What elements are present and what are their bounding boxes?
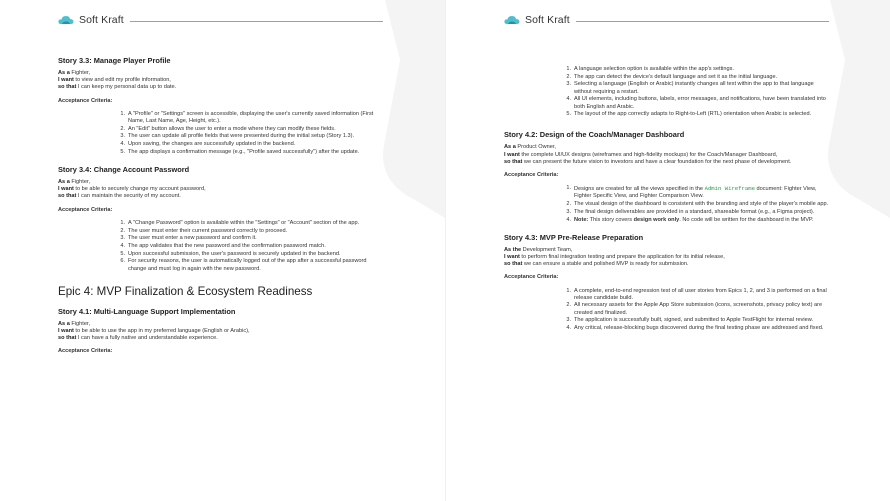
i-want-line: I want to be able to securely change my account password, [58, 186, 206, 193]
as-a-line: As a Product Owner, [504, 144, 556, 151]
list-item: 5. Upon successful submission, the user's password is securely updated in the backend. [120, 250, 341, 257]
story-title: Story 4.1: Multi-Language Support Implementation [58, 306, 236, 316]
list-item: 4. All UI elements, including buttons, labels, error messages, and notifications, have been translated into both English and Arabic. [566, 96, 826, 110]
story-title: Story 3.4: Change Account Password [58, 165, 190, 175]
story-4-1 [58, 307, 386, 356]
list-item: 3. The user must enter a new password and confirm it. [120, 235, 257, 242]
cloud-logo-icon [504, 15, 520, 25]
as-a-line: As a Fighter, [58, 70, 91, 76]
list-item: 4. Any critical, release-blocking bugs discovered during the final testing phase are addressed and fixed. [566, 325, 824, 332]
story-title: Story 4.2: Design of the Coach/Manager Dashboard [504, 130, 685, 140]
list-item: 3. The application is successfully built, signed, and submitted to Apple TestFlight for internal review. [566, 317, 814, 324]
list-item: 2. An "Edit" button allows the user to enter a mode where they can modify these fields. [120, 125, 336, 132]
story-title: Story 3.3: Manage Player Profile [58, 56, 171, 65]
list-item: 2. The visual design of the dashboard is consistent with the branding and style of the player's mobile app. [566, 201, 829, 208]
header-divider [130, 21, 383, 22]
acceptance-criteria-list [504, 288, 832, 333]
acceptance-criteria-list [58, 111, 386, 156]
acceptance-criteria-label: Acceptance Criteria: [504, 172, 559, 179]
brand-header [58, 14, 124, 26]
list-item: 3. Selecting a language (English or Arabic) instantly changes all text within the app to that language without requiring a restart. [566, 81, 814, 95]
acceptance-criteria-list [504, 185, 832, 224]
list-item: 2. The app can detect the device's default language and set it as the initial language. [566, 73, 778, 80]
list-item: 4. The app validates that the new password and the confirmation password match. [120, 242, 326, 249]
as-a-line: As a Fighter, [58, 179, 91, 186]
right-page-content [504, 66, 832, 341]
list-item: 4. Upon saving, the changes are successfully updated in the backend. [120, 141, 296, 148]
acceptance-criteria-list [504, 66, 832, 118]
so-that-line: so that I can maintain the security of my account. [58, 193, 181, 200]
list-item: 4. Note: This story covers design work only. No code will be written for the dashboard in the MVP. [566, 216, 814, 223]
brand-name: Soft Kraft [525, 14, 570, 26]
story-4-3 [504, 233, 832, 333]
so-that-line: so that we can ensure a stable and polished MVP is ready for submission. [504, 261, 689, 268]
acceptance-criteria-list [58, 220, 386, 273]
as-the-line: As the Development Team, [504, 246, 573, 253]
list-item: 1. A "Profile" or "Settings" screen is accessible, displaying the user's currently saved information (First Name, Last Name, Age, Height, etc.). [120, 110, 374, 125]
header-divider [576, 21, 829, 22]
story-3-3 [58, 56, 386, 156]
list-item: 6. For security reasons, the user is automatically logged out of the app after a successful password change and must log in again with the new password. [120, 258, 367, 272]
acceptance-criteria-label: Acceptance Criteria: [58, 97, 113, 104]
list-item: 2. All necessary assets for the Apple App Store submission (icons, screenshots, privacy policy text) are created and finalized. [566, 302, 823, 316]
brand-header [504, 14, 570, 26]
list-item: 3. The user can update all profile fields that were presented during the initial setup (Story 1.3). [120, 133, 355, 140]
admin-wireframe-code: Admin Wireframe [704, 185, 755, 193]
acceptance-criteria-label: Acceptance Criteria: [58, 348, 113, 355]
list-item: 3. The final design deliverables are provided in a standard, shareable format (e.g., a Figma project). [566, 208, 815, 215]
acceptance-criteria-label: Acceptance Criteria: [58, 206, 113, 213]
i-want-line: I want to perform final integration testing and prepare the application for its initial release, [504, 253, 725, 260]
right-page [445, 0, 890, 501]
list-item: 1. Designs are created for all the views specified in the Admin Wireframe document: Fighter View, Fighter Specific View, and Fighter Comparison View. [566, 185, 817, 200]
so-that-line: so that we can present the future vision to investors and have a clear foundation for the next phase of development. [504, 158, 792, 165]
list-item: 1. A complete, end-to-end regression test of all user stories from Epics 1, 2, and 3 is performed on a final release candidate build. [566, 287, 827, 301]
list-item: 1. A "Change Password" option is available within the "Settings" or "Account" section of the app. [120, 219, 360, 226]
story-title: Story 4.3: MVP Pre-Release Preparation [504, 232, 644, 242]
so-that-line: so that I can keep my personal data up to date. [58, 84, 177, 91]
list-item: 5. The layout of the app correctly adapts to Right-to-Left (RTL) orientation when Arabic is selected. [566, 111, 812, 118]
acceptance-criteria-label: Acceptance Criteria: [504, 274, 559, 281]
left-page-content [58, 56, 386, 365]
list-item: 1. A language selection option is available within the app's settings. [566, 66, 734, 72]
so-that-line: so that I can have a fully native and understandable experience. [58, 335, 218, 342]
list-item: 2. The user must enter their current password correctly to proceed. [120, 227, 288, 234]
as-a-line: As a Fighter, [58, 320, 91, 327]
i-want-line: I want to view and edit my profile information, [58, 77, 171, 84]
list-item: 5. The app displays a confirmation message (e.g., "Profile saved successfully") after the update. [120, 148, 360, 155]
brand-name: Soft Kraft [79, 14, 124, 26]
story-3-4 [58, 165, 386, 273]
cloud-logo-icon [58, 15, 74, 25]
story-4-2 [504, 130, 832, 223]
i-want-line: I want the complete UI/UX designs (wireframes and high-fidelity mockups) for the Coach/Manager Dashboard, [504, 151, 778, 158]
i-want-line: I want to be able to use the app in my preferred language (English or Arabic), [58, 327, 250, 334]
epic-title: Epic 4: MVP Finalization & Ecosystem Readiness [58, 284, 313, 298]
